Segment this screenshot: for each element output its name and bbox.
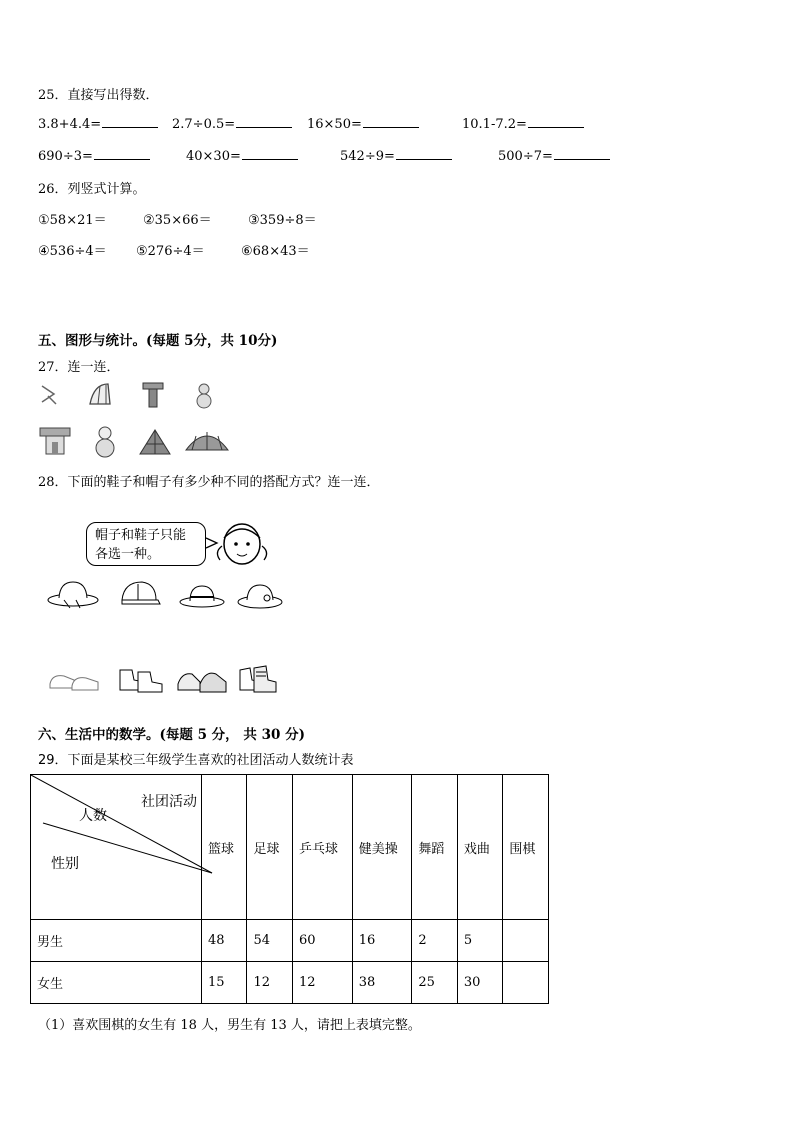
- table-cell: 48: [201, 920, 247, 962]
- q26-item-3: ③359÷8＝: [248, 213, 317, 228]
- cap-icon: [118, 578, 162, 610]
- col-header: 围棋: [503, 775, 549, 920]
- activity-stats-table: [30, 774, 549, 1004]
- col-header: 足球: [247, 775, 293, 920]
- q29-title: 29．下面是某校三年级学生喜欢的社团活动人数统计表: [38, 753, 354, 768]
- table-cell: 15: [201, 962, 247, 1004]
- q25-expr-2: 2.7÷0.5=: [172, 116, 292, 132]
- hat-4-icon: [236, 580, 284, 610]
- table-cell: 25: [412, 962, 458, 1004]
- table-row: [31, 920, 549, 962]
- q26-item-2: ②35×66＝: [143, 213, 212, 228]
- answer-blank[interactable]: [242, 148, 298, 160]
- shoes-4-icon: [236, 662, 280, 696]
- fill-in-cell[interactable]: [503, 962, 549, 1004]
- view-shape-1-icon: [38, 382, 60, 408]
- col-header: 篮球: [201, 775, 247, 920]
- umbrella-icon: [184, 428, 230, 454]
- q25-expr-8: 500÷7=: [498, 148, 610, 164]
- q26-item-4: ④536÷4＝: [38, 244, 107, 259]
- table-row: [31, 962, 549, 1004]
- corner-label-gender: 性别: [51, 856, 79, 872]
- q28-title: 28．下面的鞋子和帽子有多少种不同的搭配方式？连一连．: [38, 475, 380, 490]
- corner-label-activity: 社团活动: [141, 794, 197, 810]
- col-header: 戏曲: [457, 775, 503, 920]
- table-header-row: [31, 775, 549, 920]
- fill-in-cell[interactable]: [503, 920, 549, 962]
- q26-item-5: ⑤276÷4＝: [136, 244, 205, 259]
- snowman-icon: [92, 424, 118, 458]
- table-cell: 16: [352, 920, 412, 962]
- section-6-heading: 六、生活中的数学。(每题 5 分， 共 30 分): [38, 727, 305, 743]
- q25-expr-1: 3.8+4.4=: [38, 116, 158, 132]
- tent-view-icon: [140, 380, 166, 410]
- answer-blank[interactable]: [396, 148, 452, 160]
- girl-face-icon: [212, 516, 272, 572]
- table-cell: 38: [352, 962, 412, 1004]
- bubble-line-1: 帽子和鞋子只能: [95, 528, 187, 543]
- answer-blank[interactable]: [554, 148, 610, 160]
- answer-blank[interactable]: [363, 116, 419, 128]
- table-cell: 2: [412, 920, 458, 962]
- col-header: 乒乓球: [293, 775, 353, 920]
- table-corner-cell: [31, 775, 202, 920]
- q25-expr-3: 16×50=: [307, 116, 419, 132]
- table-cell: 5: [457, 920, 503, 962]
- umbrella-side-icon: [86, 380, 114, 408]
- q29-note: （1）喜欢围棋的女生有 18 人，男生有 13 人，请把上表填完整。: [38, 1018, 421, 1033]
- shoes-1-icon: [48, 668, 100, 694]
- q25-title: 25．直接写出得数．: [38, 88, 159, 103]
- q27-title: 27．连一连．: [38, 360, 120, 375]
- snowman-side-icon: [194, 380, 214, 410]
- shoes-3-icon: [176, 664, 228, 696]
- table-cell: 12: [247, 962, 293, 1004]
- q25-expr-5: 690÷3=: [38, 148, 150, 164]
- q26-title: 26．列竖式计算。: [38, 182, 146, 197]
- section-5-heading: 五、图形与统计。(每题 5分，共 10分): [38, 333, 278, 349]
- q26-item-1: ①58×21＝: [38, 213, 107, 228]
- q25-expr-4: 10.1-7.2=: [462, 116, 584, 132]
- answer-blank[interactable]: [236, 116, 292, 128]
- q26-item-6: ⑥68×43＝: [241, 244, 310, 259]
- table-cell: 30: [457, 962, 503, 1004]
- col-header: 舞蹈: [412, 775, 458, 920]
- answer-blank[interactable]: [102, 116, 158, 128]
- speech-bubble: [86, 522, 206, 566]
- shoes-2-icon: [116, 664, 166, 696]
- house-icon: [38, 424, 72, 456]
- table-cell: 60: [293, 920, 353, 962]
- corner-label-count: 人数: [79, 808, 107, 824]
- table-cell: 12: [293, 962, 353, 1004]
- answer-blank[interactable]: [528, 116, 584, 128]
- bubble-line-2: 各选一种。: [95, 547, 161, 562]
- hat-3-icon: [178, 582, 226, 610]
- pyramid-icon: [138, 426, 172, 456]
- hat-1-icon: [46, 578, 100, 612]
- col-header: 健美操: [352, 775, 412, 920]
- answer-blank[interactable]: [94, 148, 150, 160]
- table-cell: 54: [247, 920, 293, 962]
- row-label: 男生: [31, 920, 202, 962]
- q25-expr-7: 542÷9=: [340, 148, 452, 164]
- row-label: 女生: [31, 962, 202, 1004]
- q25-expr-6: 40×30=: [186, 148, 298, 164]
